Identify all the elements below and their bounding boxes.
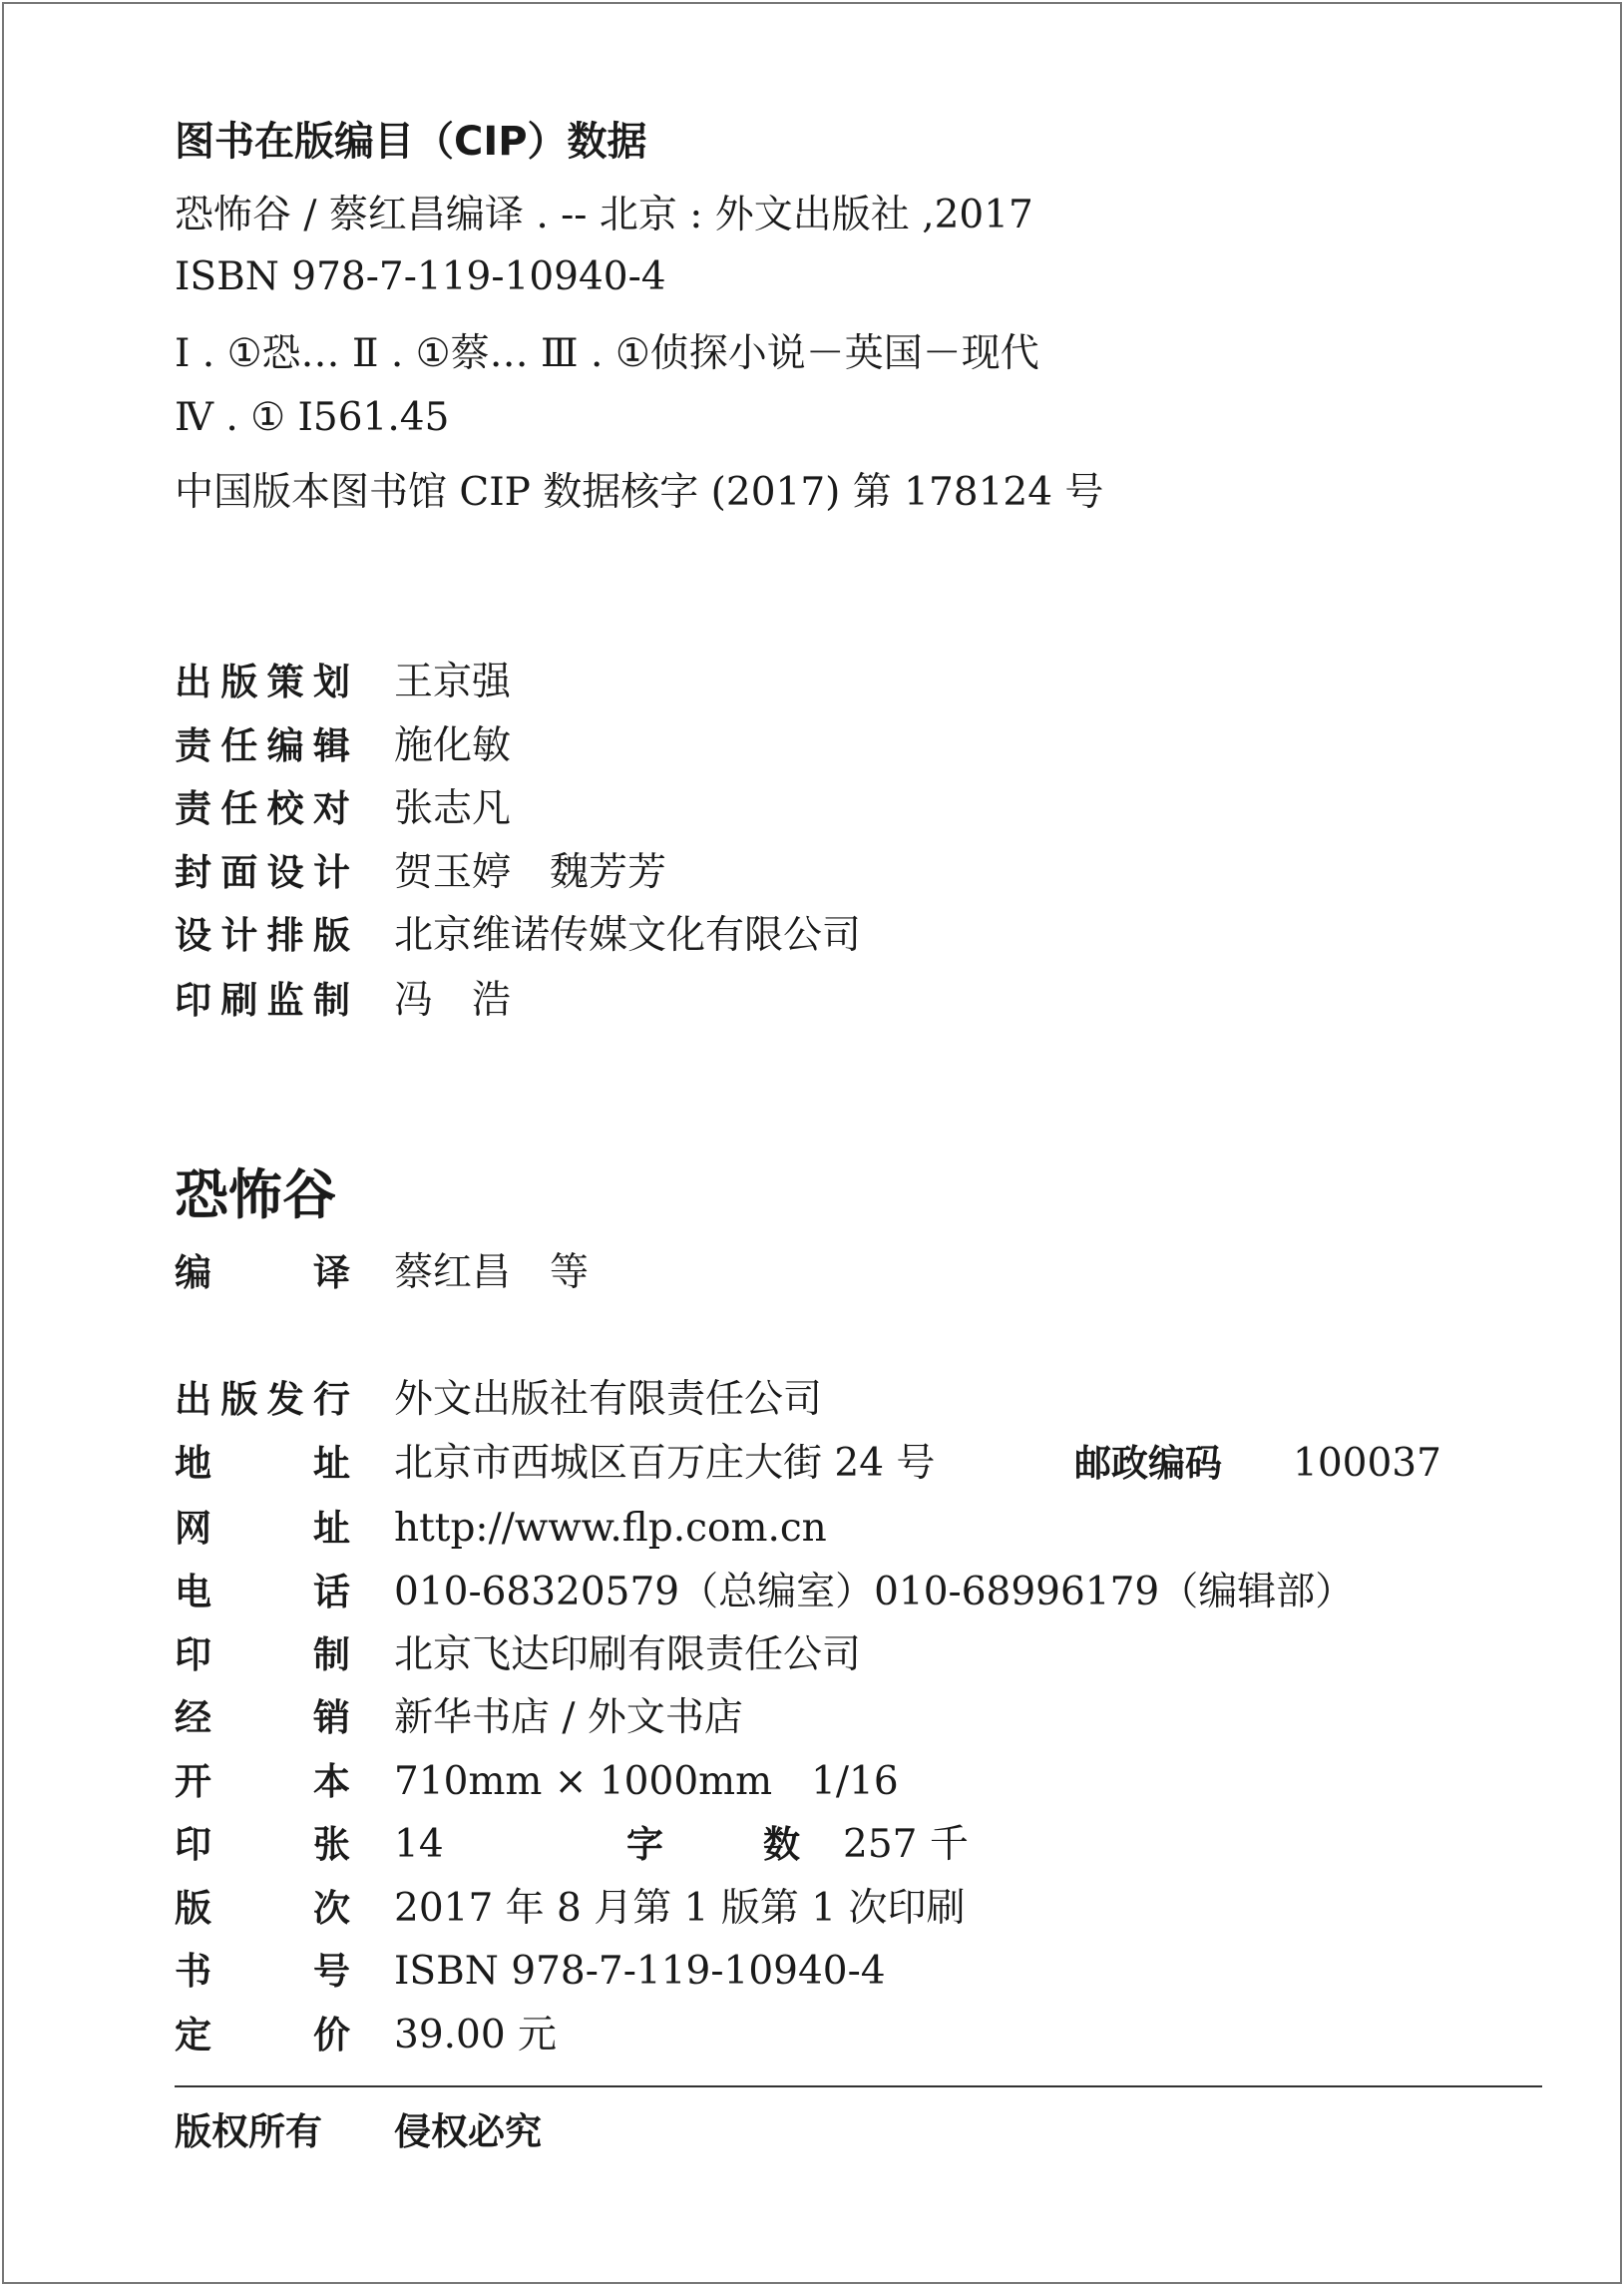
translator-label: 编译 <box>175 1251 350 1294</box>
pub-label: 印张 <box>175 1823 350 1866</box>
credit-value: 贺玉婷 魏芳芳 <box>394 850 667 895</box>
cip-line: 恐怖谷 / 蔡红昌编译 . -- 北京 : 外文出版社 ,2017 <box>175 193 1033 237</box>
price-value: 39.00 元 <box>394 2013 558 2057</box>
pub-value: 北京飞达印刷有限责任公司 <box>394 1632 862 1677</box>
pub-value: 2017 年 8 月第 1 版第 1 次印刷 <box>394 1886 966 1931</box>
pub-value: 新华书店 / 外文书店 <box>394 1695 743 1740</box>
pub-label: 网址 <box>175 1507 350 1550</box>
pub-value: 710mm × 1000mm 1/16 <box>394 1759 899 1804</box>
pub-value: 14 <box>394 1822 444 1867</box>
translator-value: 蔡红昌 等 <box>394 1250 590 1295</box>
book-title: 恐怖谷 <box>175 1163 336 1226</box>
website-link: http://www.flp.com.cn <box>394 1506 827 1551</box>
pub-value: ISBN 978-7-119-10940-4 <box>394 1949 886 1994</box>
cip-line: Ⅳ . ① I561.45 <box>175 395 450 440</box>
credit-label: 责任校对 <box>175 787 350 830</box>
cip-line: 中国版本图书馆 CIP 数据核字 (2017) 第 178124 号 <box>175 470 1104 515</box>
divider <box>175 2085 1542 2087</box>
pub-value: 外文出版社有限责任公司 <box>394 1377 823 1422</box>
pub-label: 开本 <box>175 1760 350 1803</box>
pub-label: 出版发行 <box>175 1378 350 1421</box>
pub-label: 经销 <box>175 1696 350 1739</box>
credit-label: 封面设计 <box>175 851 350 894</box>
credit-value: 施化敏 <box>394 723 512 768</box>
copyright-label: 版权所有 <box>175 2110 322 2153</box>
cip-isbn: ISBN 978-7-119-10940-4 <box>175 254 666 299</box>
postal-value: 100037 <box>1293 1441 1441 1486</box>
postal-label: 邮政编码 <box>1074 1442 1222 1485</box>
credit-value: 北京维诺传媒文化有限公司 <box>394 913 862 958</box>
copyright-notice: 侵权必究 <box>394 2110 542 2153</box>
pub-label: 印制 <box>175 1633 350 1676</box>
credit-value: 冯 浩 <box>394 978 512 1023</box>
pub-label: 定价 <box>175 2014 350 2057</box>
pub-label: 电话 <box>175 1571 350 1613</box>
credit-value: 张志凡 <box>394 786 512 831</box>
pub-label: 地址 <box>175 1442 350 1485</box>
word-count-label: 字数 <box>626 1823 800 1866</box>
credit-value: 王京强 <box>394 660 512 704</box>
pub-value: 010-68320579（总编室）010-68996179（编辑部） <box>394 1570 1355 1614</box>
credit-label: 出版策划 <box>175 661 350 703</box>
credit-label: 印刷监制 <box>175 979 350 1022</box>
pub-label: 版次 <box>175 1887 350 1930</box>
cip-line: Ⅰ . ①恐… Ⅱ . ①蔡… Ⅲ . ①侦探小说－英国－现代 <box>175 331 1039 376</box>
word-count-value: 257 千 <box>843 1822 969 1867</box>
pub-value: 北京市西城区百万庄大街 24 号 <box>394 1441 936 1486</box>
credit-label: 设计排版 <box>175 914 350 957</box>
pub-label: 书号 <box>175 1950 350 1993</box>
credit-label: 责任编辑 <box>175 724 350 767</box>
cip-heading: 图书在版编目（CIP）数据 <box>175 119 647 165</box>
